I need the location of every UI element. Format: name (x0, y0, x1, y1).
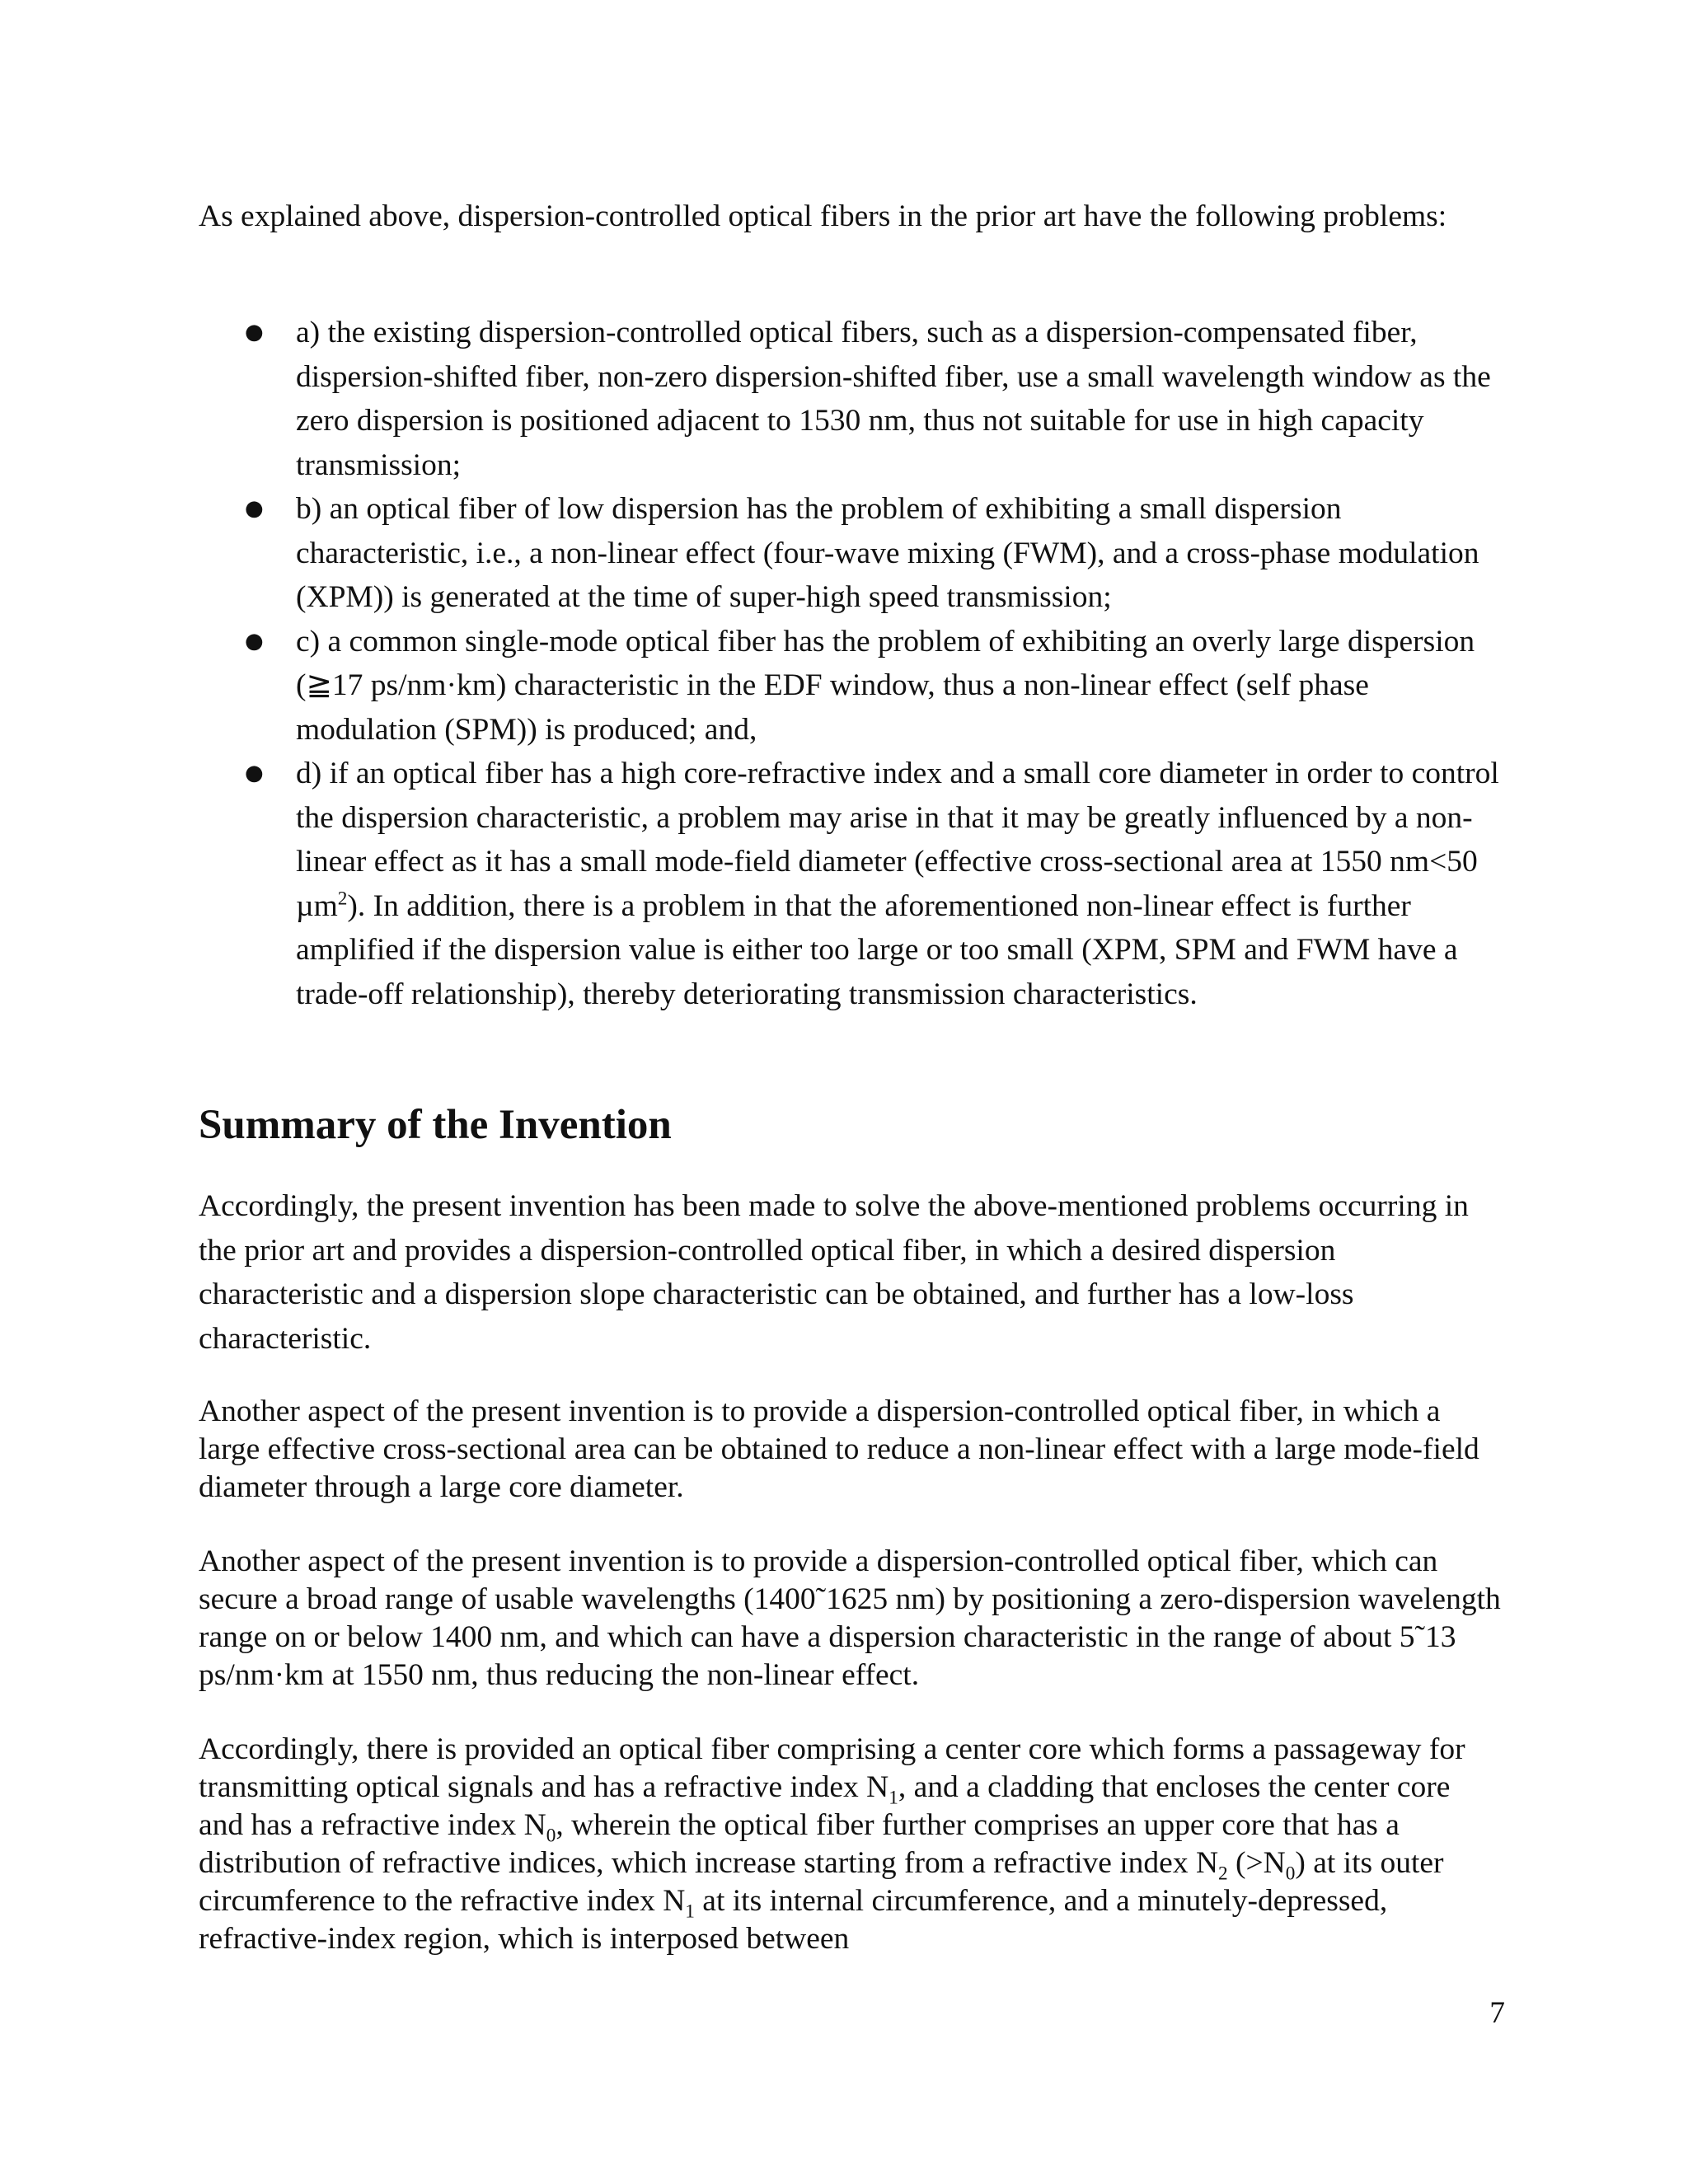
summary-paragraph-4 (199, 1731, 1501, 1958)
list-item (199, 752, 1501, 1016)
list-item (199, 311, 1501, 487)
intro-paragraph: As explained above, dispersion-controlled optical fibers in the prior art have the following problems: (199, 199, 1447, 233)
text-run: at its internal circumference, and a minutely-depressed, refractive-index region, which is interposed between (199, 1884, 1388, 1956)
text-run: Accordingly, there is provided an optical fiber comprising a center core which forms a passageway for transmitting optical signals and has a refractive index N (199, 1732, 1465, 1804)
problem-c-text: c) a common single-mode optical fiber has the problem of exhibiting an overly large dispersion (≧17 ps/nm·km) characteristic in the EDF window, thus a non-linear effect (self phase modulation (SPM)) is produced; and, (296, 624, 1475, 747)
subscript: 1 (889, 1787, 898, 1809)
text-run: ) at its outer circumference to the refractive index N (199, 1846, 1444, 1918)
summary-paragraph-2: Another aspect of the present invention is to provide a dispersion-controlled optical fiber, in which a large effective cross-sectional area can be obtained to reduce a non-linear effect with a large mode-field diameter through a large core diameter. (199, 1394, 1479, 1504)
problem-d-text-part1: d) if an optical fiber has a high core-refractive index and a small core diameter in order to control the dispersion characteristic, a problem may arise in that it may be greatly influenced by a non-linear effect as it has a small mode-field diameter (effective cross-sectional area at 1550 nm<50 µm (296, 757, 1499, 923)
subscript: 0 (546, 1825, 556, 1847)
text-run: (>N (1227, 1846, 1286, 1880)
summary-paragraph-3: Another aspect of the present invention is to provide a dispersion-controlled optical fiber, which can secure a broad range of usable wavelengths (1400˜1625 nm) by positioning a zero-dispersion wavelength range on or below 1400 nm, and which can have a dispersion characteristic in the range of about 5˜13 ps/nm·km at 1550 nm, thus reducing the non-linear effect. (199, 1544, 1501, 1692)
page-number: 7 (1489, 1996, 1505, 2030)
section-heading: Summary of the Invention (199, 1102, 672, 1148)
bullet-icon: ● (245, 320, 264, 344)
problem-d-text (296, 757, 1499, 1011)
text-run: , and a cladding that encloses the center core and has a refractive index N (199, 1770, 1451, 1842)
subscript: 2 (1218, 1863, 1228, 1885)
superscript: 2 (337, 888, 348, 909)
text-run: , wherein the optical fiber further comprises an upper core that has a distribution of refractive indices, which increase starting from a refractive index N (199, 1808, 1400, 1880)
problem-b-text: b) an optical fiber of low dispersion has the problem of exhibiting a small dispersion characteristic, i.e., a non-linear effect (four-wave mixing (FWM), and a cross-phase modulation (XPM)) is generated at the time of super-high speed transmission; (296, 492, 1479, 614)
list-item (199, 620, 1501, 752)
bullet-icon: ● (245, 628, 264, 654)
list-item (199, 487, 1501, 620)
bullet-icon: ● (245, 761, 264, 785)
subscript: 0 (1285, 1863, 1296, 1885)
problem-d-text-part2: ). In addition, there is a problem in that the aforementioned non-linear effect is further amplified if the dispersion value is either too large or too small (XPM, SPM and FWM have a trade-off relationship), thereby deteriorating transmission characteristics. (296, 888, 1458, 1011)
problem-a-text: a) the existing dispersion-controlled optical fibers, such as a dispersion-compensated fiber, dispersion-shifted fiber, non-zero dispersion-shifted fiber, use a small wavelength window as the zero dispersion is positioned adjacent to 1530 nm, thus not suitable for use in high capacity transmission; (296, 316, 1491, 482)
problems-list (199, 311, 1501, 1016)
bullet-icon: ● (245, 496, 264, 521)
summary-paragraph-1: Accordingly, the present invention has been made to solve the above-mentioned problems occurring in the prior art and provides a dispersion-controlled optical fiber, in which a desired dispersion characteristic and a dispersion slope characteristic can be obtained, and further has a low-loss characteristic. (199, 1189, 1469, 1356)
subscript: 1 (685, 1900, 695, 1923)
